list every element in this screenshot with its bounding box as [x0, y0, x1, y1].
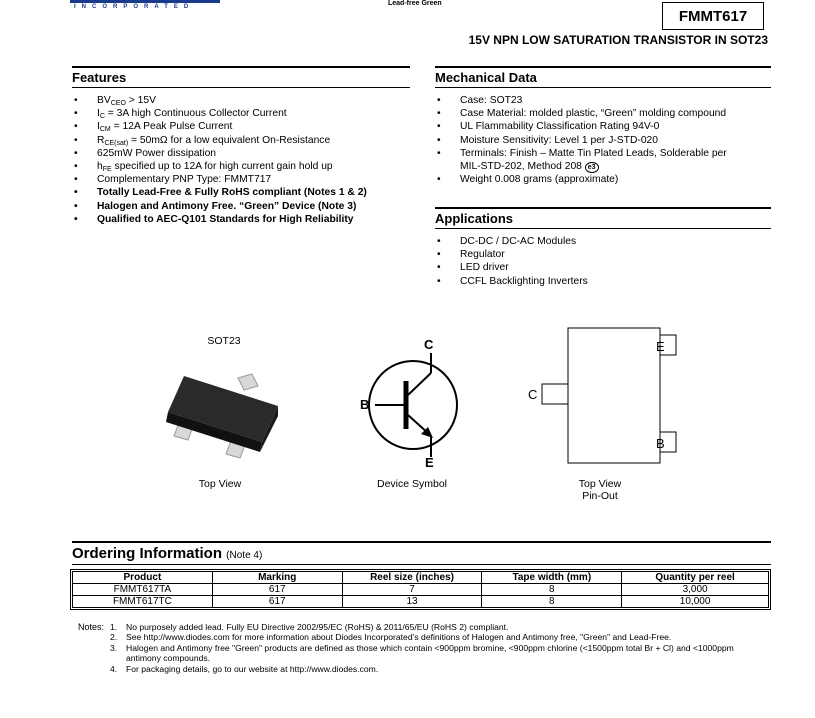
feature-text-rest: = 3A high Continuous Collector Current: [104, 108, 287, 120]
feature-text-rest: specified up to 12A for high current gain hold up: [111, 161, 333, 173]
list-item: • CCFL Backlighting Inverters: [435, 275, 771, 288]
feature-item: [72, 160, 410, 173]
document-title: 15V NPN LOW SATURATION TRANSISTOR IN SOT23: [468, 33, 768, 47]
list-item: • DC-DC / DC-AC Modules: [435, 235, 771, 248]
ordering-rule-top: [72, 541, 771, 543]
pinout-caption-line1: Top View: [578, 478, 622, 490]
ordering-heading: [72, 545, 262, 562]
table-cell: 7: [342, 584, 482, 596]
list-item: • Regulator: [435, 248, 771, 261]
table-header-row: [73, 572, 769, 584]
ordering-title: Ordering Information: [72, 545, 222, 562]
note-item: 3. Halogen and Antimony free "Green" products are defined as those which contain <900ppm bromine, <900ppm chlorine (<1500ppm total Br + Cl) and <1000ppm antimony compounds.: [110, 642, 734, 664]
note-item: 4. For packaging details, go to our website at http://www.diodes.com.: [110, 663, 379, 674]
list-item: • LED driver: [435, 261, 771, 274]
package-lead-top: [238, 374, 258, 390]
notes-label: Notes:: [78, 622, 105, 632]
feature-text: Qualified to AEC-Q101 Standards for High Reliability: [97, 213, 354, 225]
list-item: • Case Material: molded plastic, “Green” molding compound: [435, 107, 755, 120]
note-text: See http://www.diodes.com for more information about Diodes Incorporated’s definitions of Halogen and Antimony free, "Green" and Lead-Free.: [126, 632, 672, 643]
lead-free-label: Lead-free Green: [388, 0, 442, 7]
feature-text-rest: = 12A Peak Pulse Current: [110, 121, 233, 133]
pin-c-pad: [542, 384, 568, 404]
note-text: For packaging details, go to our website at http://www.diodes.com.: [126, 663, 379, 674]
table-cell: 617: [212, 596, 342, 608]
features-heading: Features: [72, 66, 410, 85]
table-cell: 8: [482, 584, 622, 596]
list-item: • UL Flammability Classification Rating 94V-0: [435, 120, 755, 133]
terminals-text: Terminals: Finish – Matte Tin Plated Leads, Solderable per MIL-STD-202, Method 208: [460, 147, 727, 173]
table-row: [73, 584, 769, 596]
feature-text: I: [97, 108, 100, 120]
feature-subscript: FE: [102, 166, 112, 174]
pinout-caption: [560, 478, 640, 502]
applications-section: [435, 207, 771, 288]
package-caption: Top View: [198, 478, 242, 490]
feature-item: [72, 94, 410, 107]
feature-text: R: [97, 134, 105, 146]
feature-text: I: [97, 121, 100, 133]
ordering-note: (Note 4): [226, 550, 263, 561]
feature-text: Complementary PNP Type: FMMT717: [97, 174, 272, 186]
note-item: 1. No purposely added lead. Fully EU Directive 2002/95/EC (RoHS) & 2011/65/EU (RoHS 2) compliant.: [110, 622, 509, 632]
applications-list: [435, 235, 771, 288]
pinout-caption-line2: Pin-Out: [582, 490, 618, 502]
features-list: [72, 94, 410, 226]
logo-bar: [70, 0, 220, 3]
feature-subscript: CM: [99, 126, 111, 134]
list-item: [435, 147, 755, 173]
sot23-package-illustration: [160, 360, 290, 470]
column-header: Marking: [212, 572, 342, 584]
pinout-body: [568, 328, 660, 463]
package-label: SOT23: [207, 335, 241, 347]
list-item: • Case: SOT23: [435, 94, 755, 107]
symbol-emitter-label: E: [425, 455, 434, 470]
feature-item: [72, 173, 410, 186]
mechanical-section: [435, 66, 771, 186]
ordering-rule-bottom: [72, 564, 771, 565]
column-header: Tape width (mm): [482, 572, 622, 584]
symbol-collector-label: C: [424, 337, 434, 352]
ordering-table: [72, 571, 769, 608]
logo-text: INCORPORATED: [74, 4, 195, 10]
table-cell: 13: [342, 596, 482, 608]
pin-e-label: E: [656, 339, 665, 354]
feature-subscript: CEO: [110, 100, 126, 107]
features-rule: [72, 87, 410, 88]
npn-transistor-symbol: [355, 335, 475, 475]
column-header: Quantity per reel: [622, 572, 769, 584]
collector-line: [408, 373, 431, 395]
feature-item: [72, 213, 410, 226]
feature-item: [72, 186, 410, 199]
symbol-caption: Device Symbol: [376, 478, 448, 490]
list-item: • Weight 0.008 grams (approximate): [435, 173, 755, 186]
note-text: No purposely added lead. Fully EU Directive 2002/95/EC (RoHS) & 2011/65/EU (RoHS 2) compliant.: [126, 622, 509, 632]
feature-text: h: [97, 161, 103, 173]
feature-item: [72, 134, 410, 147]
feature-text: BV: [97, 95, 111, 106]
list-item: • Moisture Sensitivity: Level 1 per J-STD-020: [435, 134, 755, 147]
feature-subscript: C: [99, 113, 105, 121]
table-cell: 10,000: [622, 596, 769, 608]
e3-mark: e3: [585, 162, 599, 173]
applications-heading: Applications: [435, 207, 771, 226]
table-row: [73, 596, 769, 608]
table-cell: FMMT617TC: [73, 596, 213, 608]
feature-item: [72, 200, 410, 213]
notes-list: [110, 622, 750, 674]
feature-text-rest: > 15V: [125, 95, 156, 106]
pin-b-label: B: [656, 436, 665, 451]
table-cell: 3,000: [622, 584, 769, 596]
feature-text: Totally Lead-Free & Fully RoHS compliant (Notes 1 & 2): [97, 187, 367, 199]
feature-subscript: CE(sat): [104, 139, 129, 147]
column-header: Product: [73, 572, 213, 584]
feature-text-rest: = 50mΩ for a low equivalent On-Resistance: [128, 134, 331, 146]
column-header: Reel size (inches): [342, 572, 482, 584]
note-item: 2. See http://www.diodes.com for more information about Diodes Incorporated’s definitions of Halogen and Antimony free, "Green" and Lead-Free.: [110, 632, 672, 643]
feature-item: [72, 120, 410, 133]
symbol-base-label: B: [360, 397, 370, 412]
mechanical-list: [435, 94, 755, 186]
part-number: FMMT617: [662, 2, 764, 30]
pin-c-label: C: [528, 387, 538, 402]
pinout-diagram: [530, 325, 690, 470]
table-cell: 617: [212, 584, 342, 596]
mechanical-heading: Mechanical Data: [435, 66, 771, 85]
feature-item: [72, 107, 410, 120]
table-cell: 8: [482, 596, 622, 608]
mechanical-rule: [435, 87, 771, 88]
table-cell: FMMT617TA: [73, 584, 213, 596]
feature-item: [72, 147, 410, 160]
feature-text: Halogen and Antimony Free. “Green” Device (Note 3): [97, 200, 357, 212]
company-logo: [70, 0, 220, 14]
features-section: [72, 66, 410, 226]
note-text: Halogen and Antimony free "Green" products are defined as those which contain <900ppm bromine, <900ppm chlorine (<1500ppm total Br + Cl) and <1000ppm antimony compounds.: [126, 642, 734, 664]
applications-rule: [435, 228, 771, 229]
feature-text: 625mW Power dissipation: [97, 147, 217, 159]
